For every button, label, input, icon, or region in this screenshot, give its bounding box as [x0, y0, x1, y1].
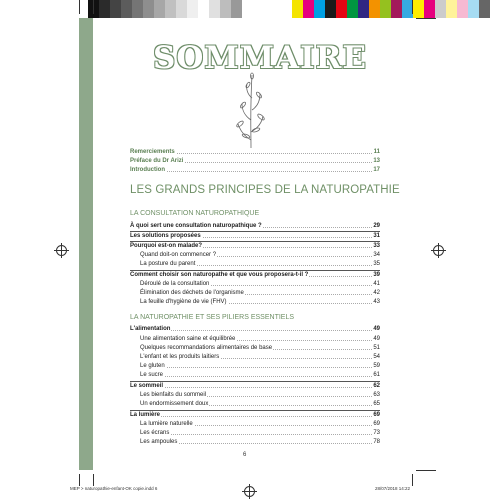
crop-mark: [93, 0, 94, 14]
toc-subentry[interactable]: Les écrans 73: [140, 430, 380, 436]
registration-mark: [56, 245, 67, 256]
grayscale-color-bar: [88, 0, 242, 18]
toc-entry[interactable]: Préface du Dr Arizi 13: [130, 158, 380, 164]
toc-subentry[interactable]: Quelques recommandations alimentaires de base 51: [140, 345, 380, 351]
part-heading: LES GRANDS PRINCIPES DE LA NATUROPATHIE: [130, 184, 400, 196]
toc-subentry[interactable]: La posture du parent 35: [140, 261, 380, 267]
page-title: SOMMAIRE: [153, 40, 367, 76]
toc-subentry[interactable]: Quand doit-on commencer ? 34: [140, 252, 380, 258]
cmyk-color-bar: [292, 0, 490, 18]
toc-subentry[interactable]: Élimination des déchets de l'organisme 42: [140, 290, 380, 296]
toc-subentry[interactable]: La lumière naturelle 69: [140, 421, 380, 427]
toc-entry[interactable]: La lumière 69: [130, 412, 380, 418]
section-heading: LA CONSULTATION NATUROPATHIQUE: [130, 210, 260, 217]
toc-entry[interactable]: Remerciements 11: [130, 149, 380, 155]
section-heading: LA NATUROPATHIE ET SES PILIERS ESSENTIELS: [130, 314, 295, 321]
toc-subentry[interactable]: Un endormissement doux 65: [140, 401, 380, 407]
toc-entry[interactable]: Comment choisir son naturopathe et que vous proposera-t-il ? 39: [130, 272, 380, 278]
green-side-band: [79, 18, 93, 470]
toc-subentry[interactable]: Le sucre 61: [140, 372, 380, 378]
toc-subentry[interactable]: Les bienfaits du sommeil 63: [140, 392, 380, 398]
crop-mark: [412, 0, 413, 14]
print-slug: [0, 484, 500, 494]
toc-entry[interactable]: Le sommeil 62: [130, 383, 380, 389]
crop-mark: [79, 0, 80, 14]
slug-filename: MEP > naturopathie-enfant-OK copie.indd 6: [70, 486, 158, 491]
registration-mark: [433, 245, 444, 256]
plant-illustration: [230, 70, 272, 150]
toc-subentry[interactable]: La feuille d'hygiène de vie (FHV) 43: [140, 299, 380, 305]
toc-subentry[interactable]: Déroulé de la consultation 41: [140, 281, 380, 287]
toc-entry[interactable]: Introduction 17: [130, 167, 380, 173]
toc-entry[interactable]: L'alimentation 49: [130, 326, 380, 332]
toc-subentry[interactable]: Les ampoules 78: [140, 439, 380, 445]
toc-subentry[interactable]: Une alimentation saine et équilibrée 49: [140, 336, 380, 342]
toc-subentry[interactable]: Le gluten 59: [140, 363, 380, 369]
toc-entry[interactable]: Les solutions proposées 31: [130, 233, 380, 239]
slug-timestamp: 28/07/2018 14:22: [375, 486, 411, 491]
toc-entry[interactable]: À quoi sert une consultation naturopathique ? 29: [130, 223, 380, 229]
page-number: 6: [243, 452, 247, 458]
crop-mark: [416, 18, 436, 19]
toc-subentry[interactable]: L'enfant et les produits laitiers 54: [140, 354, 380, 360]
crop-mark: [416, 470, 436, 471]
toc-entry[interactable]: Pourquoi est-on malade? 33: [130, 243, 380, 249]
